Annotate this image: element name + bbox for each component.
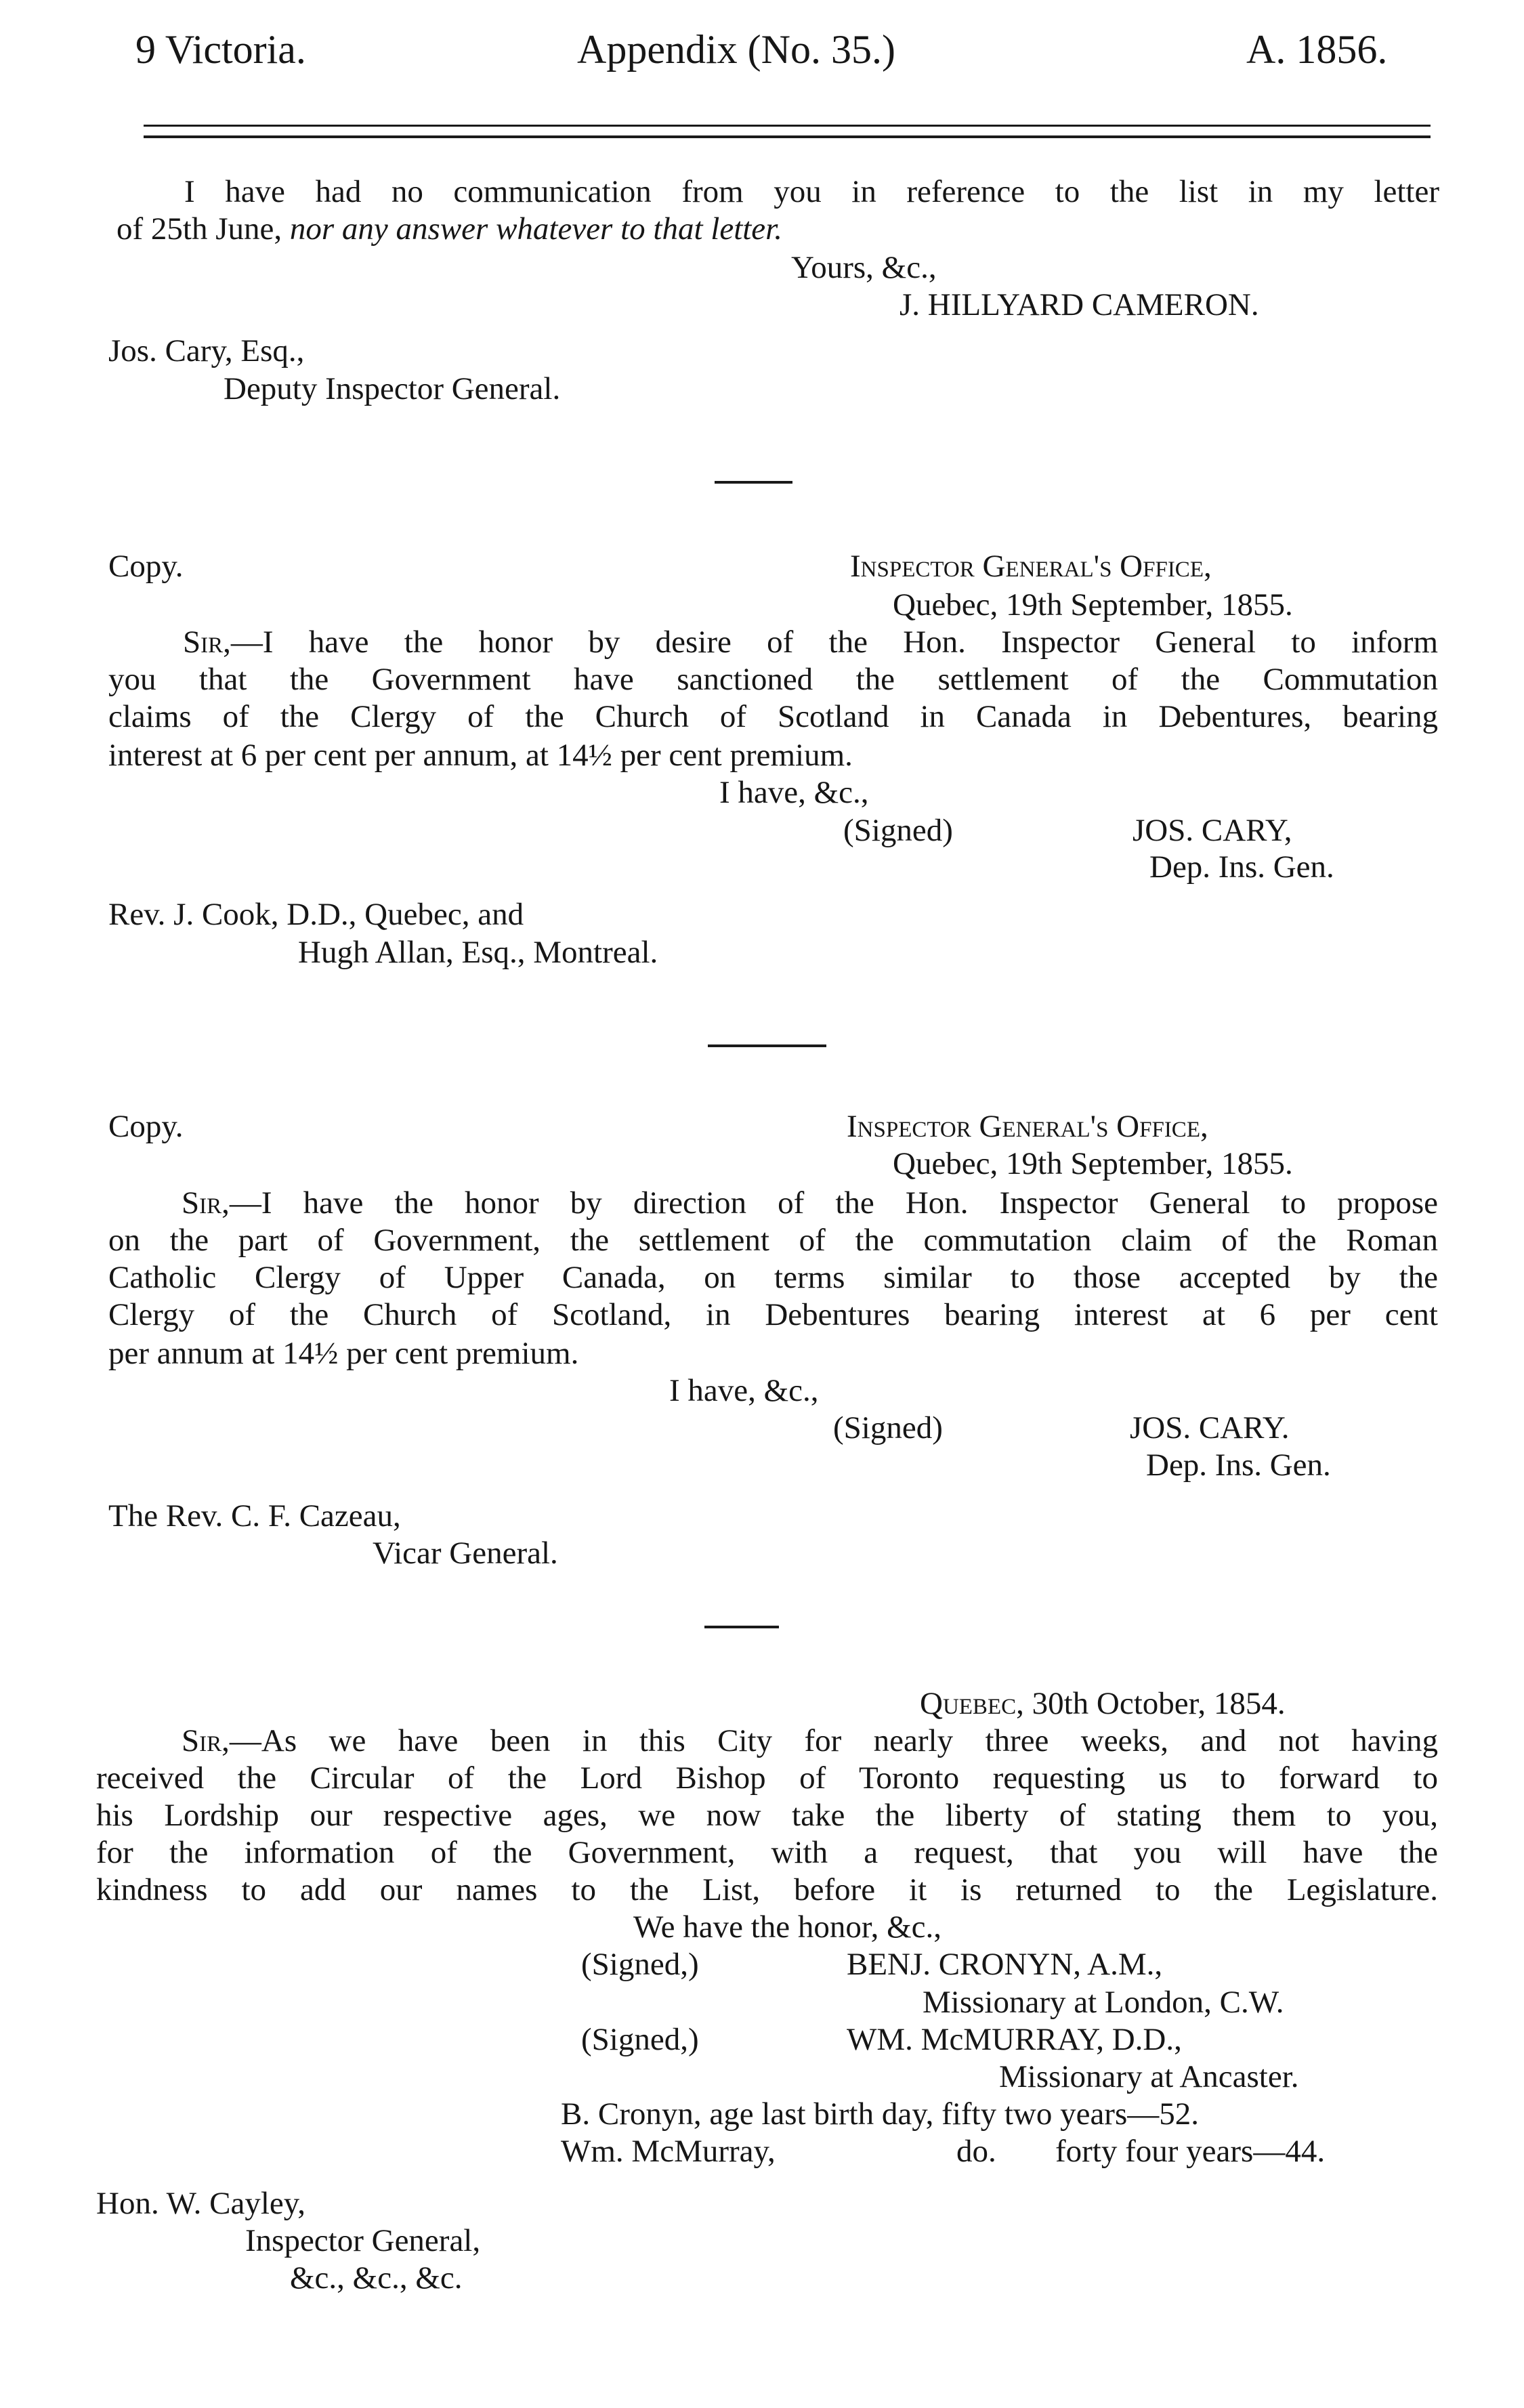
letter3-body-line2: on the part of Government, the settlement of the commutation claim of the Roman	[108, 1223, 1438, 1258]
letter2-signature: JOS. CARY,	[1133, 813, 1292, 848]
header-rule-top	[144, 125, 1431, 127]
letter4-body-line5: kindness to add our names to the List, before it is returned to the Legislature.	[96, 1872, 1438, 1907]
header-year: A. 1856.	[1246, 27, 1388, 72]
letter4-signature1-title: Missionary at London, C.W.	[923, 1985, 1284, 2020]
section-separator	[704, 1626, 779, 1628]
letter4-signed2: (Signed,)	[581, 2022, 699, 2057]
letter1-signature: J. HILLYARD CAMERON.	[899, 287, 1259, 322]
section-separator	[708, 1044, 826, 1047]
letter1-body-line1: I have had no communication from you in reference to the list in my letter	[184, 174, 1439, 209]
header-appendix: Appendix (No. 35.)	[577, 27, 895, 72]
letter2-signature-title: Dep. Ins. Gen.	[1149, 849, 1334, 885]
letter3-office: Inspector General's Office,	[847, 1109, 1208, 1144]
letter2-copy-label: Copy.	[108, 549, 184, 584]
header-rule-bottom	[144, 135, 1431, 138]
letter2-body-line4: interest at 6 per cent per annum, at 14½ per cent premium.	[108, 738, 853, 773]
letter1-addressee: Jos. Cary, Esq.,	[108, 333, 305, 368]
letter4-closing: We have the honor, &c.,	[633, 1909, 942, 1945]
letter4-addressee-title: Inspector General,	[245, 2223, 481, 2258]
letter4-addressee: Hon. W. Cayley,	[96, 2186, 305, 2221]
letter2-signed: (Signed)	[843, 813, 953, 848]
letter3-body-line3: Catholic Clergy of Upper Canada, on terms similar to those accepted by the	[108, 1260, 1438, 1295]
letter2-body-line1: Sir,—I have the honor by desire of the Hon. Inspector General to inform	[183, 625, 1438, 660]
letter4-body-line2: received the Circular of the Lord Bishop of Toronto requesting us to forward to	[96, 1760, 1438, 1796]
letter2-date: Quebec, 19th September, 1855.	[893, 587, 1293, 622]
letter3-closing: I have, &c.,	[669, 1373, 819, 1408]
letter3-addressee-title: Vicar General.	[373, 1536, 558, 1571]
letter3-signed: (Signed)	[833, 1410, 943, 1445]
letter2-body-line2: you that the Government have sanctioned the settlement of the Commutation	[108, 662, 1438, 697]
section-separator	[715, 481, 792, 484]
letter2-addressee2: Hugh Allan, Esq., Montreal.	[298, 935, 658, 970]
letter3-body-line1: Sir,—I have the honor by direction of the Hon. Inspector General to propose	[182, 1185, 1438, 1221]
letter4-age2-ditto: do.	[956, 2134, 996, 2169]
header-session: 9 Victoria.	[135, 27, 306, 72]
letter4-age-line1: B. Cronyn, age last birth day, fifty two years—52.	[561, 2096, 1199, 2132]
letter3-signature-title: Dep. Ins. Gen.	[1146, 1448, 1331, 1483]
letter4-signature1: BENJ. CRONYN, A.M.,	[847, 1947, 1163, 1982]
letter2-closing: I have, &c.,	[719, 775, 869, 810]
letter4-body-line4: for the information of the Government, with a request, that you will have the	[96, 1835, 1438, 1870]
letter2-office: Inspector General's Office,	[850, 549, 1212, 584]
letter3-date: Quebec, 19th September, 1855.	[893, 1146, 1293, 1181]
letter4-body-line3: his Lordship our respective ages, we now take the liberty of stating them to you,	[96, 1798, 1438, 1833]
letter1-closing: Yours, &c.,	[791, 250, 937, 285]
letter2-addressee: Rev. J. Cook, D.D., Quebec, and	[108, 897, 524, 932]
letter2-body-line3: claims of the Clergy of the Church of Scotland in Canada in Debentures, bearing	[108, 699, 1438, 734]
letter3-signature: JOS. CARY.	[1130, 1410, 1290, 1445]
letter4-signature2-title: Missionary at Ancaster.	[999, 2059, 1299, 2094]
letter3-body-line5: per annum at 14½ per cent premium.	[108, 1336, 579, 1371]
letter4-body-line1: Sir,—As we have been in this City for nearly three weeks, and not having	[182, 1723, 1438, 1758]
letter4-signature2: WM. McMURRAY, D.D.,	[847, 2022, 1182, 2057]
letter4-addressee-etc: &c., &c., &c.	[290, 2260, 463, 2296]
letter4-signed1: (Signed,)	[581, 1947, 699, 1982]
letter1-addressee-title: Deputy Inspector General.	[224, 371, 561, 406]
letter4-age2-value: forty four years—44.	[1055, 2134, 1326, 2169]
letter1-body-line2: of 25th June, nor any answer whatever to that letter.	[117, 211, 782, 247]
letter3-addressee: The Rev. C. F. Cazeau,	[108, 1498, 401, 1534]
letter4-age2-name: Wm. McMurray,	[561, 2134, 776, 2169]
letter3-copy-label: Copy.	[108, 1109, 184, 1144]
letter3-body-line4: Clergy of the Church of Scotland, in Debentures bearing interest at 6 per cent	[108, 1297, 1438, 1332]
letter4-date: Quebec, 30th October, 1854.	[920, 1686, 1286, 1721]
